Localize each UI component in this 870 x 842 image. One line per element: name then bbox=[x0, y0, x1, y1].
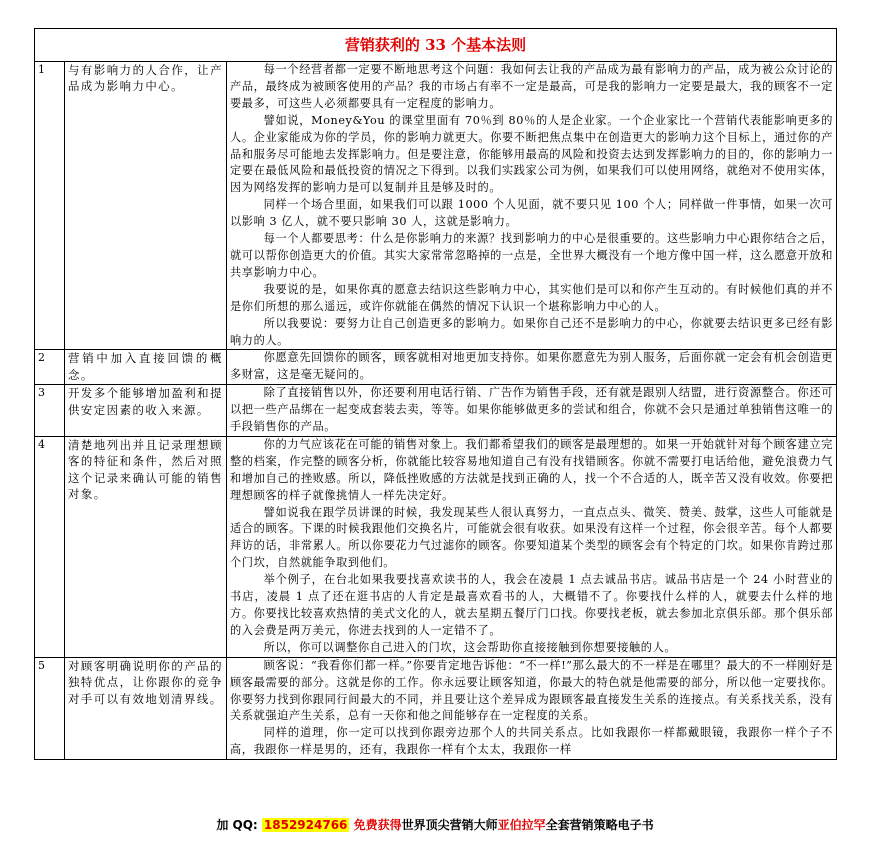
rule-body bbox=[227, 436, 837, 657]
rule-body bbox=[227, 657, 837, 759]
document-page bbox=[34, 28, 836, 760]
rule-number: 1 bbox=[35, 62, 65, 350]
rule-paragraph: 你的力气应该花在可能的销售对象上。我们都希望我们的顾客是最理想的。如果一开始就针对每个顾客建立完整的档案，作完整的顾客分析，你就能比较容易地知道自己有没有找错顾客。你就不需要打电话给他，避免浪费力气和增加自己的挫败感。所以，降低挫败感的方法就是找到正确的人，找一个不合适的人，既辛苦又没有收效。你要把理想顾客的样子就像挑情人一样先决定好。 bbox=[230, 437, 834, 502]
rule-paragraph: 你愿意先回馈你的顾客，顾客就相对地更加支持你。如果你愿意先为别人服务，后面你就一定会有机会创造更多财富，这是毫无疑问的。 bbox=[230, 351, 834, 382]
rule-body bbox=[227, 385, 837, 437]
rule-heading: 营销中加入直接回馈的概念。 bbox=[65, 350, 227, 385]
footer-middle: 世界顶尖营销大师 bbox=[401, 818, 498, 832]
rule-paragraph: 同样的道理，你一定可以找到你跟旁边那个人的共同关系点。比如我跟你一样都戴眼镜，我跟你一样个子不高，我跟你一样是男的，还有，我跟你一样有个太太，我跟你一样 bbox=[230, 726, 834, 757]
rule-rows bbox=[35, 62, 837, 760]
rule-row bbox=[35, 350, 837, 385]
rule-paragraph: 举个例子，在台北如果我要找喜欢读书的人，我会在凌晨 1 点去诚品书店。诚品书店是一个 24 小时营业的书店，凌晨 1 点了还在逛书店的人肯定是最喜欢看书的人，大概错不了。你要找什么样的人，就要去什么样的地方。你要找比较喜欢热情的美式文化的人，就去星期五餐厅门口找。你要找老板，就去参加北京俱乐部。那个俱乐部的入会费是两万美元，你进去找到的人一定错不了。 bbox=[230, 573, 834, 637]
rule-heading: 对顾客明确说明你的产品的独特优点，让你跟你的竞争对手可以有效地划清界线。 bbox=[65, 657, 227, 759]
rule-number: 4 bbox=[35, 436, 65, 657]
rule-row bbox=[35, 657, 837, 759]
rule-heading: 与有影响力的人合作，让产品成为影响力中心。 bbox=[65, 62, 227, 350]
rule-heading: 清楚地列出并且记录理想顾客的特征和条件，然后对照这个记录来确认可能的销售对象。 bbox=[65, 436, 227, 657]
rule-paragraph: 顾客说：“我看你们都一样。”你要肯定地告诉他：“不一样!”那么最大的不一样是在哪里？最大的不一样刚好是顾客最需要的部分。这就是你的工作。你永远要让顾客知道，你最大的特色就是他需要的部分，所以他一定要找你。你要努力找到你跟同行间最大的不同，并且要让这个差异成为跟顾客最直接发生关系的连接点。有关系找关系，没有关系就强迫产生关系，总有一天你和他之间能够存在一定程度的关系。 bbox=[230, 658, 834, 723]
rule-paragraph: 所以，你可以调整你自己进入的门坎，这会帮助你直接接触到你想要接触的人。 bbox=[263, 640, 677, 654]
rule-row bbox=[35, 62, 837, 350]
rule-body-text bbox=[230, 350, 833, 384]
rule-paragraph: 我要说的是，如果你真的愿意去结识这些影响力中心，其实他们是可以和你产生互动的。有时候他们真的并不是你们所想的那么遥远，或许你就能在偶然的情况下认识一个堪称影响力中心的人。 bbox=[230, 282, 834, 313]
rule-number: 2 bbox=[35, 350, 65, 385]
rule-body-text bbox=[230, 62, 833, 349]
rule-number: 3 bbox=[35, 385, 65, 437]
rule-paragraph: 同样一个场合里面，如果我们可以跟 1000 个人见面，就不要只见 100 个人；同样做一件事情，如果一次可以影响 3 亿人，就不要只影响 30 人，这就是影响力。 bbox=[230, 198, 834, 229]
footer-prefix: 加 QQ: bbox=[216, 818, 258, 832]
footer-suffix: 全套营销策略电子书 bbox=[545, 818, 654, 832]
rules-table bbox=[34, 28, 837, 760]
rule-row bbox=[35, 436, 837, 657]
rule-paragraph: 所以我要说：要努力让自己创造更多的影响力。如果你自己还不是影响力的中心，你就要去结识更多已经有影响力的人。 bbox=[230, 316, 834, 347]
rule-body bbox=[227, 350, 837, 385]
rule-paragraph: 譬如说，Money&You 的课堂里面有 70％到 80％的人是企业家。一个企业家比一个营销代表能影响更多的人。企业家能成为你的学员，你的影响力就更大。你要不断把焦点集中在创造更大的影响力这个目标上，通过你的产品和服务尽可能地去发挥影响力。但是要注意，你能够用最高的风险和投资去达到发挥影响力的目的，你的影响力一定要在最低风险和最低投资的情况之下得到。以我们实践家公司为例，如果我们可以使用网络，就绝对不使用实体，因为网络发挥的影响力是可以复制并且是够及时的。 bbox=[230, 113, 834, 195]
rule-body-text bbox=[230, 658, 833, 759]
footer-promo bbox=[0, 816, 870, 833]
rule-body-text bbox=[230, 385, 833, 436]
rule-paragraph: 譬如说我在跟学员讲课的时候，我发现某些人很认真努力，一直点点头、微笑、赞美、鼓掌，这些人可能就是适合的顾客。下课的时候我跟他们交换名片，可能就会很有收获。如果没有这样一个过程，你会很辛苦。每个人都要拜访的话，非常累人。所以你要花力气过滤你的顾客。你要知道某个类型的顾客会有个特定的门坎。如果你肯跨过那个门坎，自然就能争取到他们。 bbox=[230, 505, 834, 570]
rule-heading: 开发多个能够增加盈利和提供安定因素的收入来源。 bbox=[65, 385, 227, 437]
rule-paragraph: 每一个人都要思考：什么是你影响力的来源？找到影响力的中心是很重要的。这些影响力中心跟你结合之后，就可以帮你创造更大的价值。其实大家常常忽略掉的一点是，全世界大概没有一个地方像中国一样，这么愿意开放和共享影响力中心。 bbox=[230, 232, 834, 279]
rule-number: 5 bbox=[35, 657, 65, 759]
document-title: 营销获利的 33 个基本法则 bbox=[35, 29, 837, 62]
rule-body bbox=[227, 62, 837, 350]
rule-body-text bbox=[230, 437, 833, 657]
rule-row bbox=[35, 385, 837, 437]
footer-free: 免费获得 bbox=[353, 818, 402, 832]
rule-paragraph: 除了直接销售以外，你还要利用电话行销、广告作为销售手段，还有就是跟别人结盟，进行资源整合。你还可以把一些产品绑在一起变成套装去卖，等等。如果你能够做更多的尝试和组合，你就不会只是通过单独销售这唯一的手段销售你的产品。 bbox=[230, 386, 834, 434]
title-row bbox=[35, 29, 837, 62]
rule-paragraph: 每一个经营者都一定要不断地思考这个问题：我如何去让我的产品成为最有影响力的产品，成为被公众讨论的产品，最终成为被顾客使用的产品？我的市场占有率不一定是最高，可是我的影响力一定要是最大，我的顾客不一定要最多，可这些人必须都要具有一定程度的影响力。 bbox=[230, 63, 834, 110]
footer-qq-number: 1852924766 bbox=[263, 818, 348, 832]
footer-author: 亚伯拉罕 bbox=[497, 818, 546, 832]
